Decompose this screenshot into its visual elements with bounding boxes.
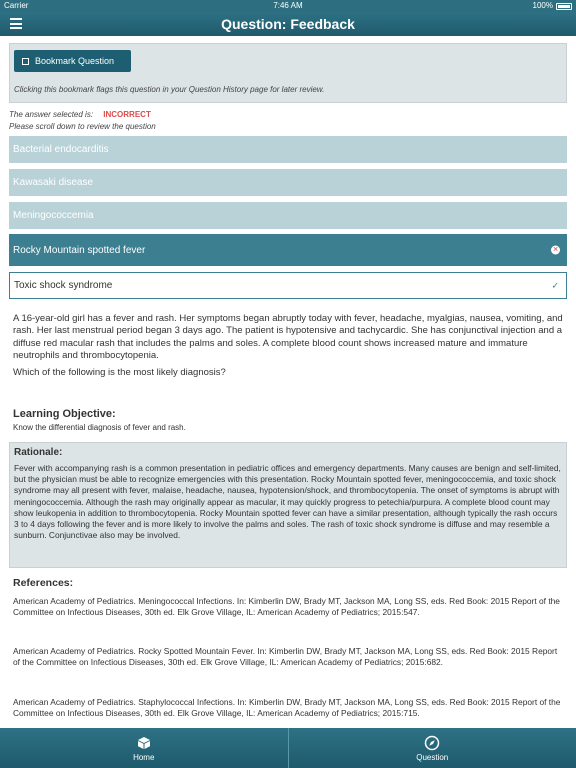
question-stem: A 16-year-old girl has a fever and rash. Her symptoms began abruptly today with fever, headache, myalgias, nausea, vomiting, and rash. Her last menstrual period began 3 days ago. The patient is hypotensive and tachycardic. She has conjunctival injection and a diffuse red macular rash that includes the palms and soles. A complete blood count shows increased mature and immature neutrophils and thrombocytopenia. [13,313,563,361]
answer-result-line [9,110,151,119]
scroll-note: Please scroll down to review the question [9,122,156,131]
learning-objective-title: Learning Objective: [13,408,116,420]
incorrect-x-icon: ✕ [552,246,559,254]
rationale-text: Fever with accompanying rash is a common presentation in pediatric offices and emergency departments. Many causes are benign and self-limited, but the physician must be able to recognize emergencies with this presentation. Rocky Mountain spotted fever, meningococcemia, and toxic shock syndrome may all present with fever, malaise, headache, nausea, hypotension/shock, and thrombocytopenia. The onset of symptoms is abrupt with meningococcemia. Although the rash may originally appear as macular, it may quickly progress to petechia/purpura. A complete blood count may show leukopenia in addition to thrombocytopenia. Rocky Mountain spotted fever can have a similar presentation, although typically the rash occurs 3 to 4 days following the fever and is more likely to involve the palms and soles. The rash of toxic shock syndrome is diffuse and may resemble a sunburn. Conjunctivae also may be involved. [14,463,561,541]
option-label: Meningococcemia [13,210,94,221]
option-label: Rocky Mountain spotted fever [13,244,146,256]
tab-home-label: Home [133,752,155,762]
correct-check-icon: ✓ [551,280,559,290]
references-title: References: [13,577,74,589]
tab-question-label: Question [416,752,449,762]
nav-bar [0,12,576,36]
option-label: Bacterial endocarditis [13,144,109,155]
rationale-panel [9,442,567,568]
compass-icon [424,735,440,751]
option-label: Kawasaki disease [13,177,94,188]
page-title: Question: Feedback [221,16,355,32]
status-bar [0,0,576,12]
answer-option[interactable] [9,169,567,196]
rationale-title: Rationale: [14,447,63,458]
reference-item: American Academy of Pediatrics. Meningococcal Infections. In: Kimberlin DW, Brady MT, Jackson MA, Long SS, eds. Red Book: 2015 Report of the Committee on Infectious Diseases, 30th ed. Elk Grove Village, IL: American Academy of Pediatrics; 2015:547. [13,596,560,618]
tab-home[interactable] [0,728,288,768]
clock: 7:46 AM [273,1,303,10]
bookmark-note: Clicking this bookmark flags this question in your Question History page for later review. [14,85,325,94]
tab-question[interactable] [288,728,576,768]
option-label: Toxic shock syndrome [14,280,113,291]
feedback-content[interactable] [0,36,576,728]
answer-result-badge: INCORRECT [103,110,151,119]
tab-bar [0,728,576,768]
answer-option-selected[interactable] [9,234,567,266]
answer-option[interactable] [9,136,567,163]
bookmark-button-label: Bookmark Question [35,56,115,66]
hamburger-menu-icon[interactable] [10,18,22,29]
learning-objective-text: Know the differential diagnosis of fever and rash. [13,423,186,432]
answer-option[interactable] [9,202,567,229]
battery-indicator [533,0,572,12]
battery-icon [556,3,572,10]
bookmark-question-button[interactable] [14,50,131,72]
answer-option-correct[interactable] [9,272,567,299]
question-prompt: Which of the following is the most likely diagnosis? [13,367,226,378]
battery-percent: 100% [532,1,553,10]
carrier-label: Carrier [4,1,29,10]
reference-item: American Academy of Pediatrics. Staphylococcal Infections. In: Kimberlin DW, Brady MT, Jackson MA, Long SS, eds. Red Book: 2015 Report of the Committee on Infectious Diseases, 30th ed. Elk Grove Village, IL: American Academy of Pediatrics; 2015:715. [13,697,561,719]
bookmark-panel [9,43,567,103]
home-box-icon [136,735,152,751]
answer-selected-label: The answer selected is: [9,110,94,119]
reference-item: American Academy of Pediatrics. Rocky Spotted Mountain Fever. In: Kimberlin DW, Brady MT, Jackson MA, Long SS, eds. Red Book: 2015 Report of the Committee on Infectious Diseases, 30th ed. Elk Grove Village, IL: American Academy of Pediatrics; 2015:682. [13,646,558,668]
bookmark-checkbox-icon [22,58,29,65]
